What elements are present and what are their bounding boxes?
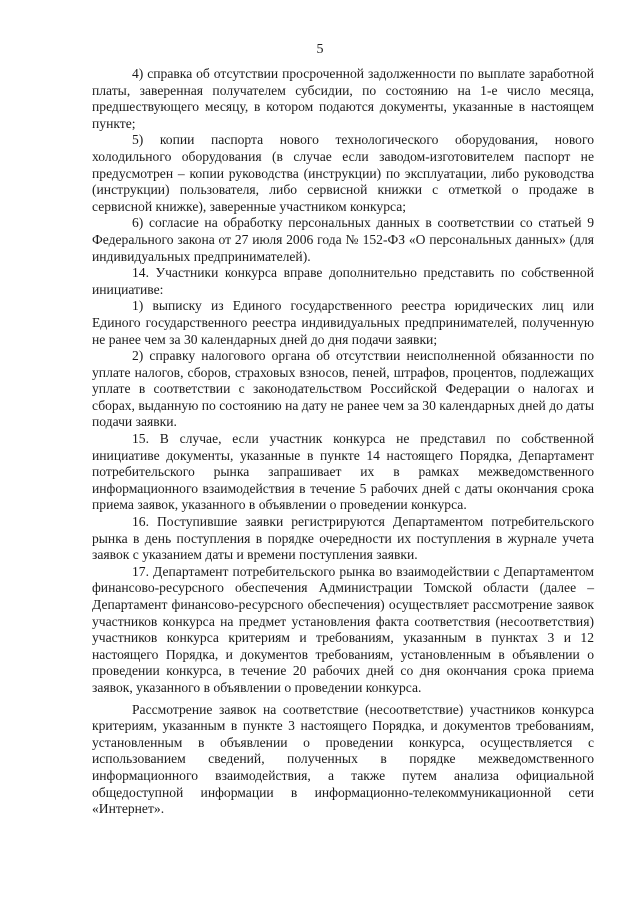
document-body bbox=[92, 66, 594, 818]
paragraph-15-interagency-request: 15. В случае, если участник конкурса не представил по собственной инициативе документы, указанные в пункте 14 настоящего Порядка, Департамент потребительского рынка запрашивает их в рамках межведомственного информационного взаимодействия в течение 5 рабочих дней с даты окончания срока приема заявок, указанного в объявлении о проведении конкурса. bbox=[92, 431, 594, 513]
paragraph-16-application-registration: 16. Поступившие заявки регистрируются Департаментом потребительского рынка в день поступления в порядке очередности их поступления в журнале учета заявок с указанием даты и времени поступления заявки. bbox=[92, 514, 594, 563]
paragraph-5-equipment-passport-copies: 5) копии паспорта нового технологического оборудования, нового холодильного оборудования (в случае если заводом-изготовителем паспорт не предусмотрен – копии руководства (инструкции) по эксплуатации, либо руководства (инструкции) пользователя, либо сервисной книжки с отметкой о продаже в сервисной книжке), заверенные участником конкурса; bbox=[92, 132, 594, 214]
paragraph-14-1-registry-extract: 1) выписку из Единого государственного реестра юридических лиц или Единого государственного реестра индивидуальных предпринимателей, полученную не ранее чем за 30 календарных дней до дня подачи заявки; bbox=[92, 298, 594, 347]
paragraph-review-criteria: Рассмотрение заявок на соответствие (несоответствие) участников конкурса критериям, указанным в пункте 3 настоящего Порядка, и документов требованиям, установленным в объявлении о проведении конкурса, осуществляется с использованием сведений, полученных в порядке межведомственного информационного взаимодействия, а также путем анализа официальной общедоступной информации в информационно-телекоммуникационной сети «Интернет». bbox=[92, 701, 594, 817]
paragraph-14-2-tax-certificate: 2) справку налогового органа об отсутствии неисполненной обязанности по уплате налогов, сборов, страховых взносов, пеней, штрафов, процентов, подлежащих уплате в соответствии с законодательством Российской Федерации о налогах и сборах, выданную по состоянию на дату не ранее чем за 30 календарных дней до даты подачи заявки. bbox=[92, 348, 594, 430]
paragraph-17-application-review: 17. Департамент потребительского рынка во взаимодействии с Департаментом финансово-ресурсного обеспечения Администрации Томской области (далее – Департамент финансово-ресурсного обеспечения) осуществляет рассмотрение заявок участников конкурса на предмет установления факта соответствия (несоответствия) участников конкурса критериям и требованиям, указанным в пунктах 3 и 12 настоящего Порядка, и документов требованиям, установленным в объявлении о проведении конкурса, в течение 20 рабочих дней со дня окончания срока приема заявок, указанного в объявлении о проведении конкурса. bbox=[92, 563, 594, 695]
paragraph-14-optional-documents: 14. Участники конкурса вправе дополнительно представить по собственной инициативе: bbox=[92, 265, 594, 297]
paragraph-4-certificate-no-arrears: 4) справка об отсутствии просроченной задолженности по выплате заработной платы, заверенная получателем субсидии, по состоянию на 1-е число месяца, предшествующего месяцу, в котором подаются документы, указанные в настоящем пункте; bbox=[92, 66, 594, 131]
page-number: 5 bbox=[316, 42, 324, 57]
paragraph-6-personal-data-consent: 6) согласие на обработку персональных данных в соответствии со статьей 9 Федерального закона от 27 июля 2006 года № 152-ФЗ «О персональных данных» (для индивидуальных предпринимателей). bbox=[92, 215, 594, 264]
